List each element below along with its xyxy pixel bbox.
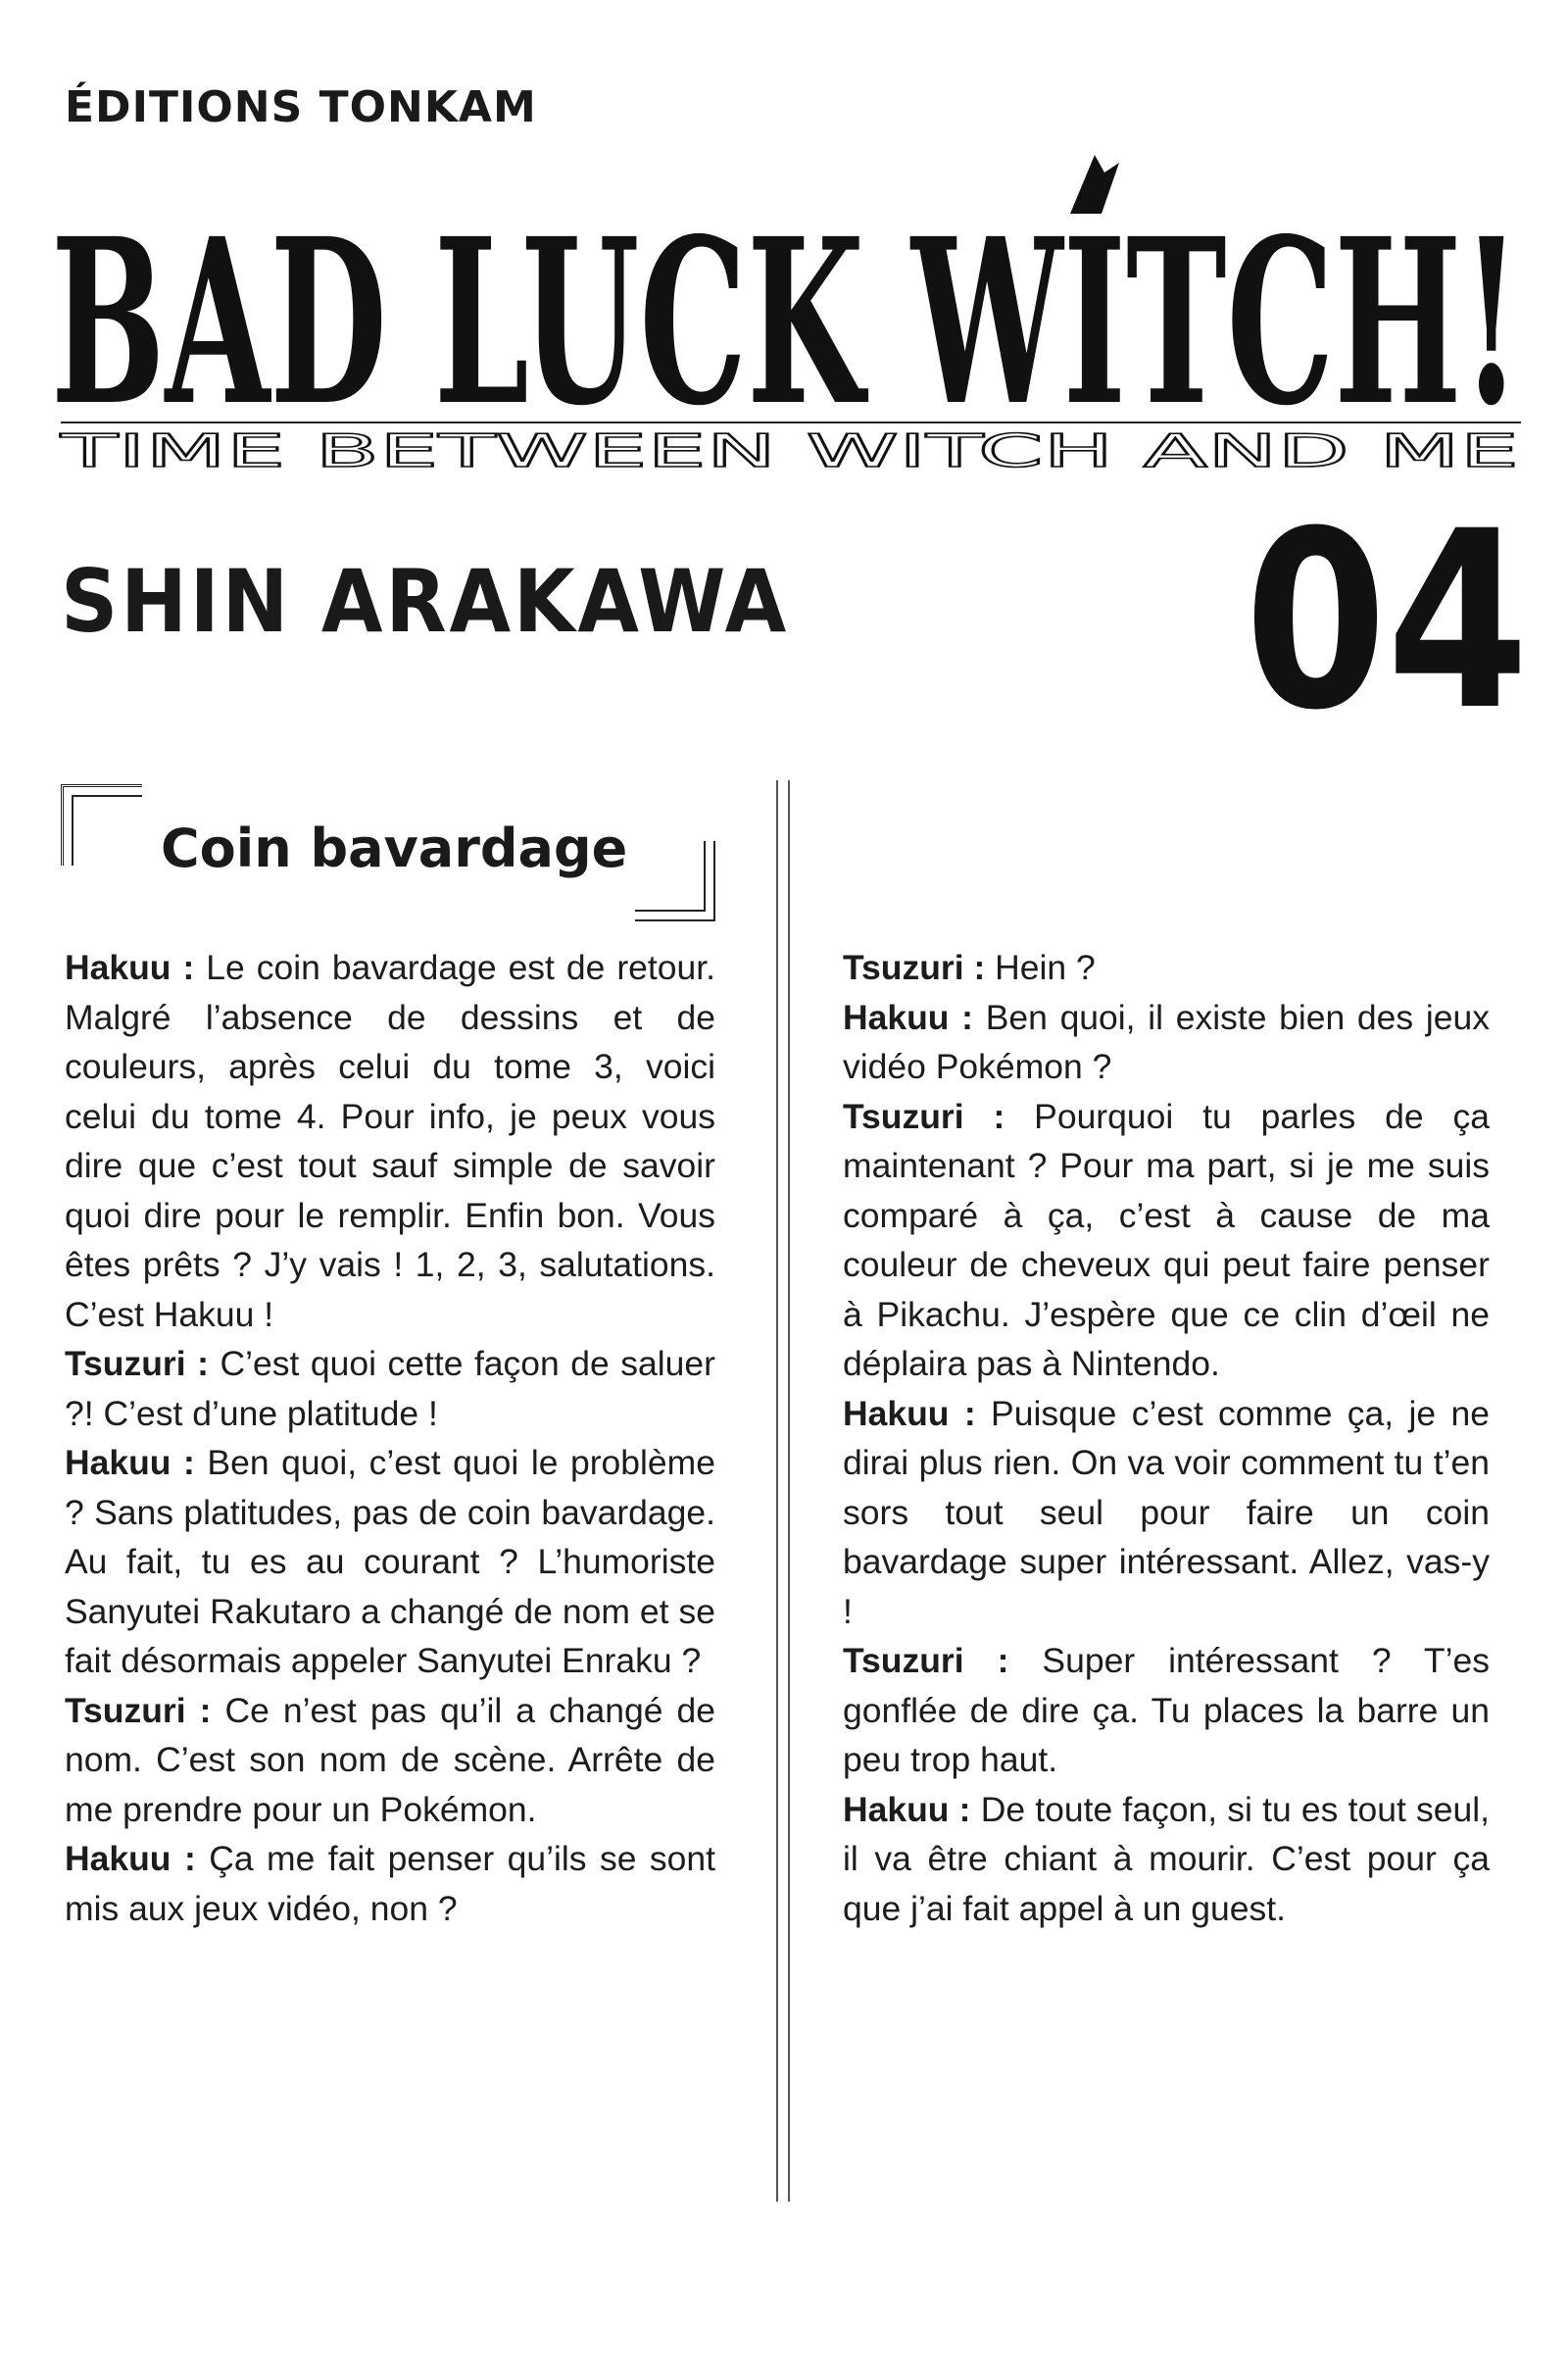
dialogue-text: Ben quoi, il existe bien des jeux vidéo Pokémon ?: [843, 997, 1490, 1086]
dialogue-line: [65, 1686, 715, 1835]
dialogue-column-right: [843, 943, 1490, 1933]
dialogue-line: [843, 1389, 1490, 1637]
dialogue-text: Super intéressant ? T’es gonflée de dire ça. Tu places la barre un peu trop haut.: [843, 1641, 1490, 1779]
subtitle-box: [58, 424, 1521, 477]
section-title: Coin bavardage: [161, 818, 628, 879]
dialogue-line: [843, 993, 1490, 1092]
title-text: BAD LUCK WITCH!: [51, 188, 1521, 456]
speaker-label: Hakuu :: [65, 1839, 196, 1878]
speaker-label: Tsuzuri :: [65, 1344, 209, 1383]
speaker-label: Hakuu :: [843, 1393, 976, 1433]
dialogue-text: De toute façon, si tu es tout seul, il va être chiant à mourir. C’est pour ça que j’ai fait appel à un guest.: [843, 1789, 1490, 1928]
dialogue-text: Le coin bavardage est de retour. Malgré l’absence de dessins et de couleurs, après celui du tome 3, voici celui du tome 4. Pour info, je peux vous dire que c’est tout sauf simple de savoir quoi dire pour le remplir. Enfin bon. Vous êtes prêts ? J’y vais ! 1, 2, 3, salutations. C’est Hakuu !: [65, 948, 715, 1334]
dialogue-line: [843, 943, 1490, 993]
volume-number: [1245, 478, 1534, 764]
dialogue-line: [65, 1438, 715, 1686]
column-divider: [776, 780, 790, 2202]
speaker-label: Tsuzuri :: [65, 1690, 212, 1730]
dialogue-line: [843, 1785, 1490, 1934]
speaker-label: Tsuzuri :: [843, 1641, 1009, 1680]
speaker-label: Hakuu :: [65, 1443, 195, 1482]
dialogue-text: Ben quoi, c’est quoi le problème ? Sans platitudes, pas de coin bavardage. Au fait, tu es au courant ? L’humoriste Sanyutei Rakutaro a changé de nom et se fait désormais appeler Sanyutei Enraku ?: [65, 1443, 715, 1680]
publisher-name: ÉDITIONS TONKAM: [65, 82, 537, 132]
subtitle-text: TIME BETWEEN WITCH AND ME: [58, 424, 1520, 477]
dialogue-line: [843, 1636, 1490, 1785]
author-name: SHIN ARAKAWA: [61, 551, 789, 652]
dialogue-text: Ce n’est pas qu’il a changé de nom. C’est son nom de scène. Arrête de me prendre pour un Pokémon.: [65, 1690, 715, 1829]
subtitle-rule: [61, 421, 1521, 423]
volume-text: 04: [1245, 478, 1529, 764]
dialogue-line: [843, 1092, 1490, 1389]
speaker-label: Tsuzuri :: [843, 948, 986, 987]
speaker-label: Hakuu :: [843, 997, 974, 1037]
section-header: [61, 784, 727, 921]
bracket-top-left: [61, 784, 142, 866]
dialogue-line: [65, 1834, 715, 1933]
dialogue-line: [65, 1339, 715, 1438]
dialogue-text: Hein ?: [985, 948, 1096, 987]
dialogue-column-left: [65, 943, 715, 1933]
speaker-label: Hakuu :: [843, 1789, 971, 1829]
bracket-bottom-right: [635, 841, 715, 921]
speaker-label: Tsuzuri :: [843, 1096, 1005, 1136]
dialogue-line: [65, 943, 715, 1339]
dialogue-text: Pourquoi tu parles de ça maintenant ? Pour ma part, si je me suis comparé à ça, c’est à cause de ma couleur de cheveux qui peut faire penser à Pikachu. J’espère que ce clin d’œil ne déplaira pas à Nintendo.: [843, 1096, 1490, 1383]
speaker-label: Hakuu :: [65, 948, 195, 987]
dialogue-text: Puisque c’est comme ça, je ne dirai plus rien. On va voir comment tu t’en sors tout seul pour faire un coin bavardage super intéressant. Allez, vas-y !: [843, 1393, 1490, 1631]
dialogue-text: C’est quoi cette façon de saluer ?! C’est d’une platitude !: [65, 1344, 715, 1433]
dialogue-text: Ça me fait penser qu’ils se sont mis aux jeux vidéo, non ?: [65, 1839, 715, 1928]
